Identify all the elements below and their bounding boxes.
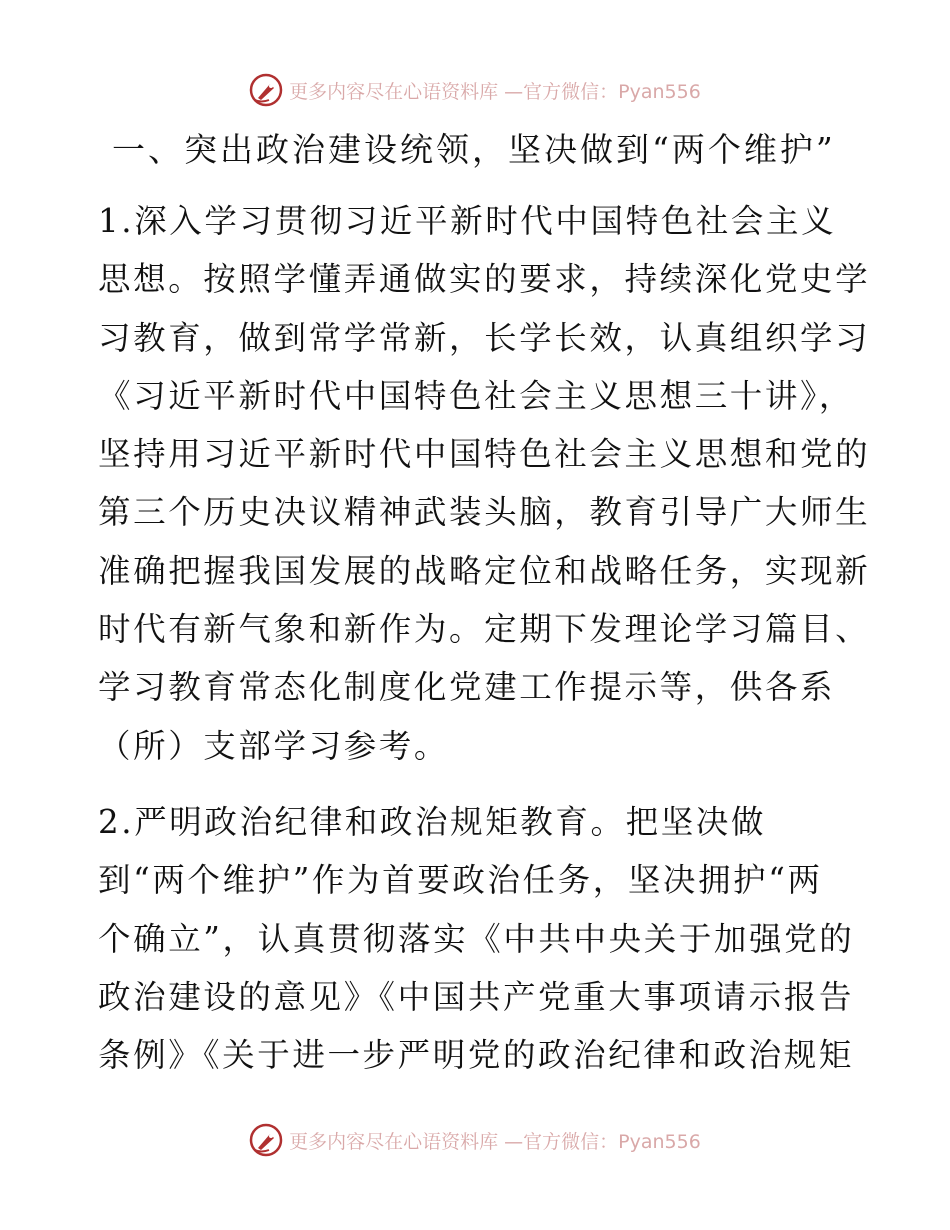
pen-nib-logo-icon — [249, 73, 283, 107]
paragraph-line: 坚持用习近平新时代中国特色社会主义思想和党的 — [98, 435, 871, 474]
paragraph-line: 准确把握我国发展的战略定位和战略任务，实现新 — [98, 551, 871, 590]
paragraph-line: 条例》《关于进一步严明党的政治纪律和政治规矩 — [98, 1036, 854, 1075]
paragraph-line: （所）支部学习参考。 — [98, 726, 450, 765]
section-heading: 一、突出政治建设统领，坚决做到“两个维护” — [112, 130, 836, 169]
watermark-footer — [0, 1120, 950, 1160]
paragraph-1 — [98, 192, 871, 775]
paragraph-2 — [98, 793, 858, 1084]
watermark-contact: —官方微信：Pyan556 — [504, 80, 701, 103]
watermark-brand: 更多内容尽在心语资料库 — [289, 80, 499, 103]
paragraph-line: 思想。按照学懂弄通做实的要求，持续深化党史学 — [98, 260, 871, 299]
paragraph-line: 《习近平新时代中国特色社会主义思想三十讲》， — [98, 376, 854, 415]
paragraph-line: 习教育，做到常学常新，长学长效，认真组织学习 — [98, 318, 871, 357]
watermark-header — [0, 70, 950, 110]
paragraph-line: 到“两个维护”作为首要政治任务，坚决拥护“两 — [98, 861, 823, 900]
paragraph-line: 2.严明政治纪律和政治规矩教育。把坚决做 — [98, 803, 767, 841]
watermark-brand: 更多内容尽在心语资料库 — [289, 1130, 499, 1153]
pen-nib-logo-icon — [249, 1123, 283, 1157]
paragraph-line: 政治建设的意见》《中国共产党重大事项请示报告 — [98, 977, 854, 1016]
paragraph-line: 学习教育常态化制度化党建工作提示等，供各系 — [98, 668, 836, 707]
watermark-contact: —官方微信：Pyan556 — [504, 1130, 701, 1153]
paragraph-line: 时代有新气象和新作为。定期下发理论学习篇目、 — [98, 610, 871, 649]
paragraph-line: 个确立”，认真贯彻落实《中共中央关于加强党的 — [98, 919, 855, 958]
paragraph-line: 1.深入学习贯彻习近平新时代中国特色社会主义 — [98, 202, 837, 240]
paragraph-line: 第三个历史决议精神武装头脑，教育引导广大师生 — [98, 493, 871, 532]
